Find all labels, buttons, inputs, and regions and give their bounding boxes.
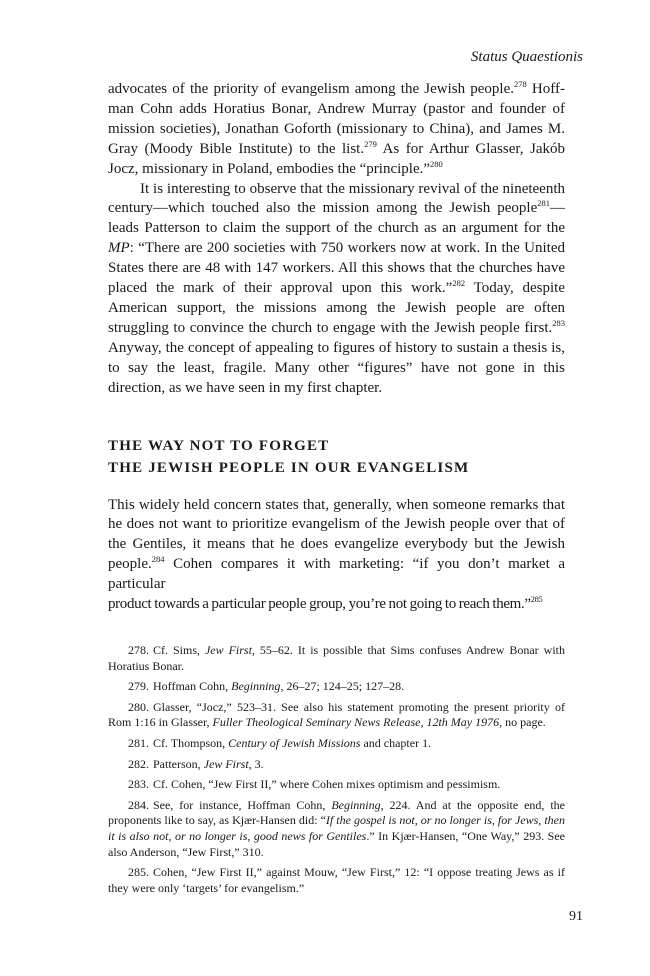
running-head: Status Quaestionis bbox=[470, 49, 583, 65]
mp-abbrev: MP bbox=[108, 240, 130, 257]
main-text bbox=[108, 80, 565, 615]
footnote-280: 280. Glasser, “Jocz,” 523–31. See also his statement promoting the present priority of Rom 1:16 in Glasser, Fuller Theological Seminary News Release, 12th May 1976, no page. bbox=[108, 699, 565, 730]
footnote-ref-280[interactable]: 280 bbox=[430, 158, 443, 169]
section-heading-line-1: THE WAY NOT TO FORGET bbox=[108, 437, 330, 454]
footnote-ref-279[interactable]: 279 bbox=[364, 138, 377, 149]
paragraph-3-last-line: product towards a particular people group, you’re not going to reach them.”$^{285}$ bbox=[108, 594, 543, 613]
paragraph-2: It is interesting to observe that the missionary revival of the nineteenth century—which touched also the mission among the Jewish people$^{281}$—leads Patterson to claim the support of the church as an argument for the MP: “There are 200 societies with 750 workers now at work. In the United States there are 48 with 147 workers. All this shows that the churches have placed the mark of their approval upon this work.”$^{282}$ Today, despite American support, the missions among the Jewish people are often struggling to convince the church to engage with the Jewish people first.$^{283}$ Anyway, the concept of appealing to figures of history to sustain a thesis is, to say the least, fragile. Many other “figures” have not gone in this direction, as we have seen in my first chapter. bbox=[108, 180, 566, 396]
footnote-ref-281[interactable]: 281 bbox=[537, 198, 550, 209]
paragraph-3: This widely held concern states that, generally, when someone remarks that he does not want to prioritize evangelism of the Jewish people over that of the Gentiles, it means that he does evangelize everybody but the Jewish people.$^{284}$ Cohen compares it with marketing: “if you don’t market a particular product towards a particular people group, you’re not going to reach them.”$^{285}$ bbox=[108, 496, 565, 613]
footnote-ref-283[interactable]: 283 bbox=[552, 317, 565, 328]
footnotes bbox=[108, 643, 565, 901]
footnote-ref-282[interactable]: 282 bbox=[452, 278, 466, 289]
footnote-278: 278. Cf. Sims, Jew First, 55–62. It is possible that Sims confuses Andrew Bonar with Horatius Bonar. bbox=[108, 643, 565, 673]
footnote-282: 282. Patterson, Jew First, 3. bbox=[128, 756, 264, 771]
section-heading bbox=[108, 435, 565, 479]
section-heading-line-2: THE JEWISH PEOPLE IN OUR EVANGELISM bbox=[108, 459, 470, 476]
paragraph-1: advocates of the priority of evangelism among the Jewish people.$^{278}$ Hoffman Cohn adds Horatius Bonar, Andrew Murray (pastor and founder of mission societies), Jonathan Goforth (missionary to China), and James M. Gray (Moody Bible Institute) to the list.$^{279}$ As for Arthur Glasser, Jakób Jocz, missionary in Poland, embodies the “principle.”$^{280}$ bbox=[108, 79, 565, 177]
page-number: 91 bbox=[569, 909, 583, 924]
footnote-281: 281. Cf. Thompson, Century of Jewish Missions and chapter 1. bbox=[128, 735, 432, 750]
footnote-285: 285. Cohen, “Jew First II,” against Mouw, “Jew First,” 12: “I oppose treating Jews as if they were only ‘targets’ for evangelism.” bbox=[108, 865, 565, 895]
footnote-ref-285[interactable]: 285 bbox=[530, 594, 543, 605]
footnote-279: 279. Hoffman Cohn, Beginning, 26–27; 124–25; 127–28. bbox=[128, 679, 405, 694]
footnote-284: 284. See, for instance, Hoffman Cohn, Beginning, 224. And at the opposite end, the proponents like to say, as Kjær-Hansen did: “If the gospel is not, or no longer is, for Jews, then it is also not, or no longer is, good news for Gentiles.” In Kjær-Hansen, “One Way,” 293. See also Anderson, “Jew First,” 310. bbox=[108, 797, 566, 859]
footnote-283: 283. Cf. Cohen, “Jew First II,” where Cohen mixes optimism and pessimism. bbox=[128, 777, 501, 792]
footnote-ref-284[interactable]: 284 bbox=[151, 554, 165, 565]
footnote-ref-278[interactable]: 278 bbox=[514, 79, 527, 89]
